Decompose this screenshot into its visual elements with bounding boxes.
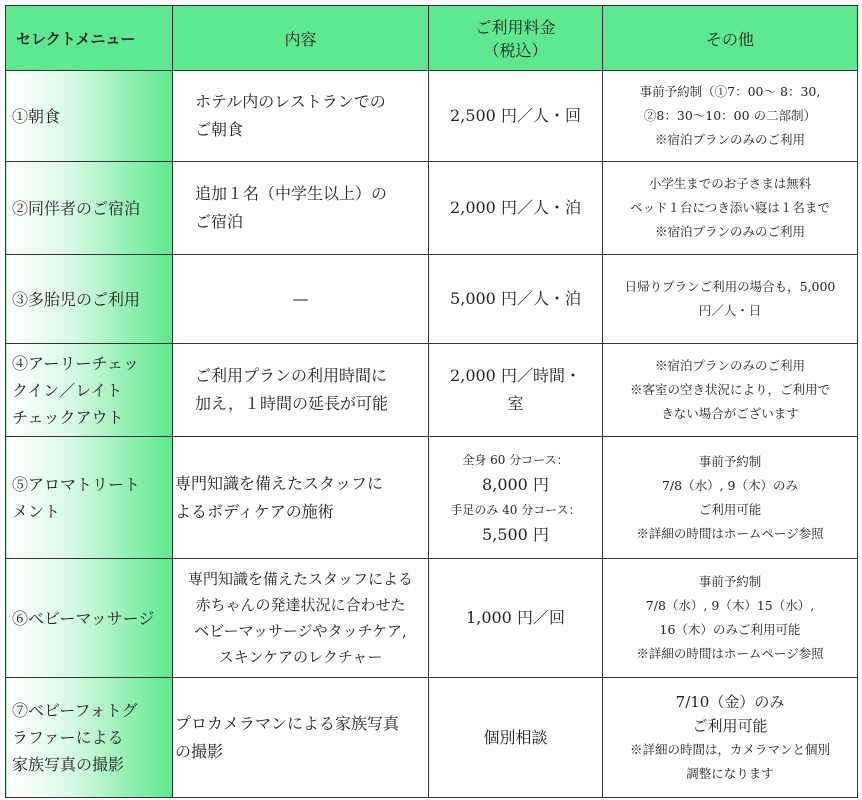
content-line: ご利用プランの利用時間に: [195, 366, 388, 385]
other-line: ※詳細の時間は，カメラマンと個別: [629, 741, 830, 757]
content-line: ご朝食: [195, 120, 244, 139]
content-cell: [173, 678, 429, 798]
price-line: 手足のみ 40 分コース：: [450, 502, 581, 517]
select-menu-table: [5, 5, 858, 798]
other-line: 日帰りプランご利用の場合も，5,000: [624, 279, 836, 294]
other-line: 円／人・日: [698, 303, 762, 318]
table-row: [6, 678, 858, 798]
other-line: 事前予約制: [698, 574, 762, 589]
price-cell: [429, 437, 603, 559]
content-cell: [173, 255, 429, 344]
other-line: ご利用可能: [692, 716, 768, 735]
menu-line: 家族写真の撮影: [12, 755, 125, 774]
other-cell: [603, 344, 858, 437]
other-cell: [603, 559, 858, 678]
table-row: [6, 162, 858, 255]
other-cell: [603, 71, 858, 162]
content-line: —: [292, 289, 309, 308]
content-cell: [173, 344, 429, 437]
other-cell: [603, 678, 858, 798]
price-line: 2,500 円／人・回: [450, 106, 581, 125]
other-line: 調整になります: [686, 765, 774, 781]
menu-line: クイン／レイト: [12, 380, 123, 400]
menu-line: チェックアウト: [12, 407, 124, 427]
other-line: 7/8（水）, 9（木）のみ: [661, 477, 799, 493]
content-cell: [173, 162, 429, 255]
header-other: その他: [603, 6, 858, 71]
other-line: ※詳細の時間はホームページ参照: [636, 525, 824, 541]
price-cell: [429, 678, 603, 798]
other-line: ※宿泊プランのみのご利用: [654, 132, 805, 147]
header-row: [6, 6, 858, 71]
content-cell: [173, 71, 429, 162]
menu-cell: [6, 678, 173, 798]
other-cell: [603, 255, 858, 344]
other-line: ※客室の空き状況により，ご利用で: [629, 382, 830, 397]
header-price-line2: （税込）: [483, 41, 548, 60]
menu-line: ⑦ベビーフォトグ: [12, 701, 138, 720]
content-cell: [173, 437, 429, 559]
header-content: 内容: [173, 6, 429, 71]
header-price-line1: ご利用料金: [475, 18, 556, 37]
price-cell: [429, 255, 603, 344]
menu-line: ラファーによる: [12, 728, 124, 747]
content-line: 追加１名（中学生以上）の: [195, 184, 388, 203]
menu-cell: ③多胎児のご利用: [6, 255, 173, 344]
other-cell: [603, 162, 858, 255]
other-line: きない場合がございます: [661, 406, 799, 421]
header-price: [429, 6, 603, 71]
content-line: ホテル内のレストランでの: [195, 92, 386, 111]
table-row: [6, 437, 858, 559]
menu-line: メント: [12, 501, 61, 521]
content-line: の撮影: [175, 741, 224, 761]
other-line: ※宿泊プランのみのご利用: [654, 358, 805, 373]
content-line: ご宿泊: [195, 212, 244, 231]
content-line: プロカメラマンによる家族写真: [175, 713, 400, 733]
other-line: 事前予約制: [698, 453, 762, 469]
other-line: 7/8（水）, 9（木）15（水）,: [645, 598, 815, 613]
menu-cell: ①朝食: [6, 71, 173, 162]
menu-cell: [6, 344, 173, 437]
other-line: ※宿泊プランのみのご利用: [654, 224, 805, 239]
price-line: 2,000 円／時間・: [450, 366, 581, 385]
other-line: ご利用可能: [698, 501, 762, 517]
price-line: 1,000 円／回: [466, 608, 565, 627]
price-cell: [429, 71, 603, 162]
other-line: 7/10（金）のみ: [675, 692, 785, 711]
table-row: [6, 71, 858, 162]
other-line: 16（木）のみご利用可能: [659, 622, 801, 637]
content-line: 専門知識を備えたスタッフによる: [187, 570, 413, 588]
menu-cell: ⑥ベビーマッサージ: [6, 559, 173, 678]
price-line: 5,500 円: [482, 524, 549, 544]
menu-cell: [6, 437, 173, 559]
price-line: 個別相談: [483, 727, 548, 747]
price-cell: [429, 162, 603, 255]
menu-line: ⑤アロマトリート: [12, 474, 141, 494]
menu-line: ④アーリーチェッ: [12, 353, 140, 373]
content-line: 加え，１時間の延長が可能: [195, 394, 388, 413]
content-line: よるボディケアの施術: [175, 501, 334, 521]
content-line: 専門知識を備えたスタッフに: [175, 473, 384, 493]
other-line: 事前予約制（①7：00～ 8：30,: [639, 84, 821, 99]
other-line: ②8：30～10：00 の二部制）: [643, 108, 817, 123]
price-line: 2,000 円／人・泊: [450, 198, 581, 217]
price-cell: [429, 559, 603, 678]
other-cell: [603, 437, 858, 559]
table-row: [6, 255, 858, 344]
content-line: スキンケアのレクチャー: [218, 648, 383, 666]
other-line: ベッド１台につき添い寝は１名まで: [630, 200, 830, 215]
content-cell: [173, 559, 429, 678]
content-line: ベビーマッサージやタッチケア,: [194, 622, 407, 640]
table-row: [6, 559, 858, 678]
price-cell: [429, 344, 603, 437]
content-line: 赤ちゃんの発達状況に合わせた: [195, 596, 406, 614]
price-line: 8,000 円: [482, 474, 549, 494]
menu-cell: ②同伴者のご宿泊: [6, 162, 173, 255]
other-line: 小学生までのお子さまは無料: [648, 176, 812, 191]
price-line: 5,000 円／人・泊: [450, 289, 581, 308]
header-menu: セレクトメニュー: [6, 6, 173, 71]
other-line: ※詳細の時間はホームページ参照: [636, 646, 824, 661]
price-line: 室: [507, 394, 524, 413]
price-line: 全身 60 分コース：: [462, 452, 569, 467]
table-row: [6, 344, 858, 437]
